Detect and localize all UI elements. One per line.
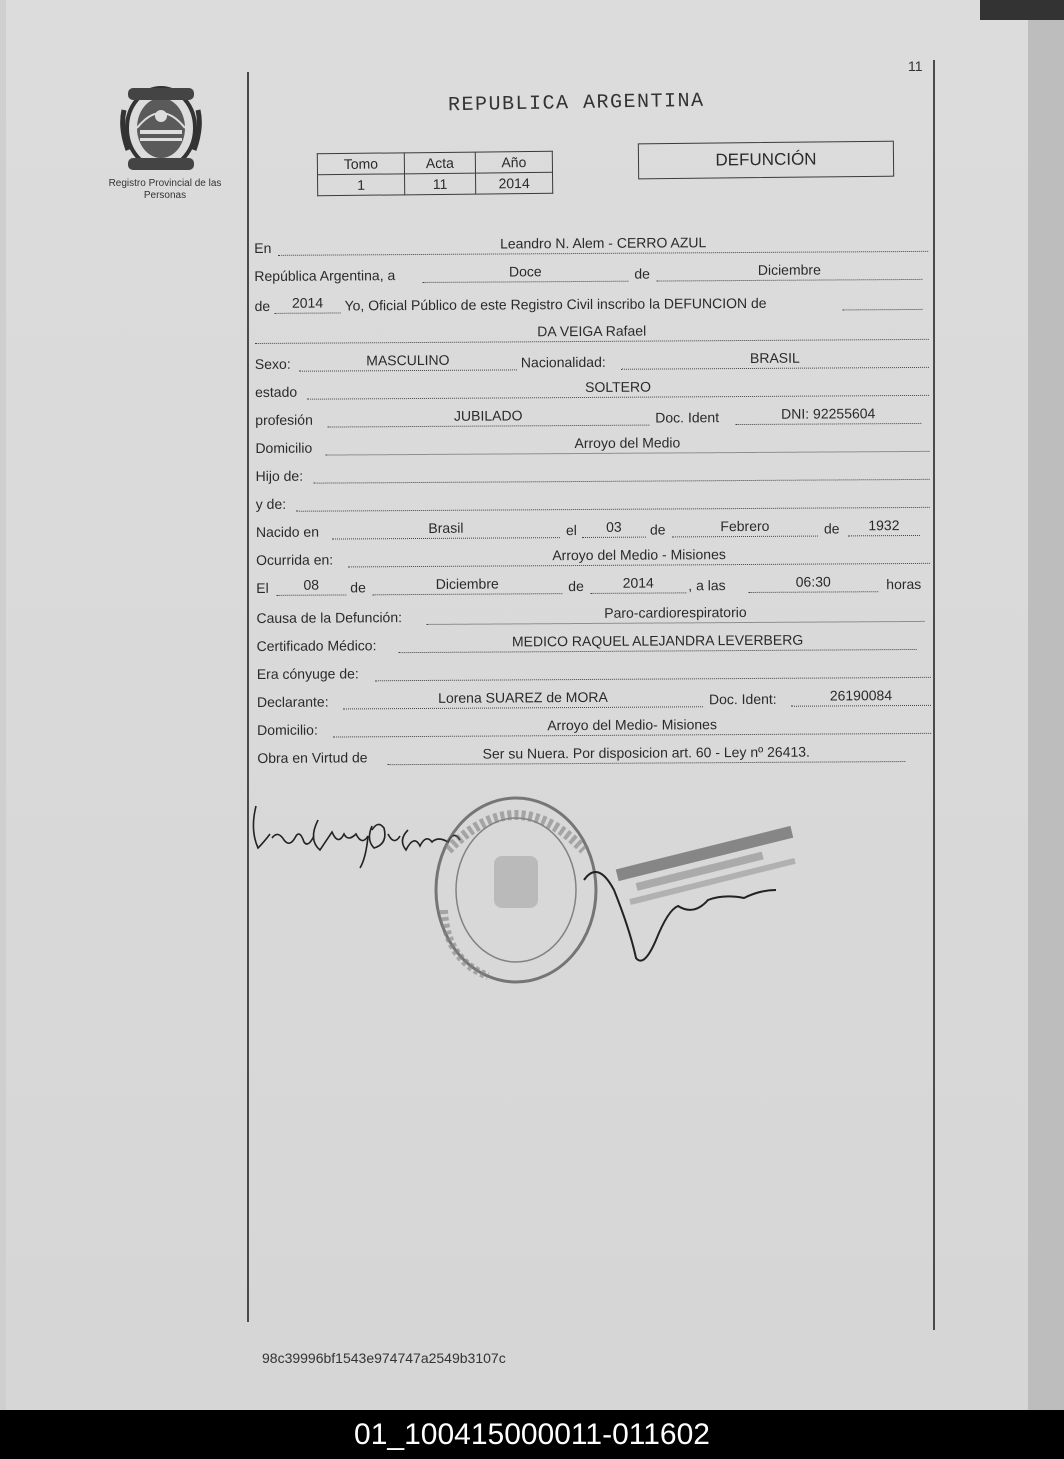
acta-value-tomo: 1 (318, 174, 405, 196)
label-el-2: El (256, 579, 269, 596)
label-obra: Obra en Virtud de (257, 749, 368, 766)
row-domicilio (255, 430, 929, 456)
label-nacido-en: Nacido en (255, 523, 320, 540)
row-nacido-en (256, 514, 930, 540)
value-domicilio: Arroyo del Medio (574, 434, 681, 452)
value-ocurrida: Arroyo del Medio - Misiones (552, 546, 726, 564)
right-margin-rule (933, 60, 935, 1330)
label-nacido-de: de (649, 521, 666, 538)
row-profesion (255, 402, 929, 428)
value-nacido-mes: Febrero (720, 517, 770, 535)
value-declarante: Lorena SUAREZ de MORA (438, 688, 608, 706)
scan-id: 01_100415000011-011602 (354, 1417, 710, 1451)
row-en (254, 230, 928, 256)
acta-value-anio: 2014 (475, 172, 552, 194)
acta-header-anio: Año (475, 151, 552, 173)
label-profesion: profesión (255, 411, 313, 428)
label-el: el (565, 522, 577, 539)
acta-value-acta: 11 (405, 173, 476, 195)
label-nacionalidad: Nacionalidad: (520, 353, 606, 371)
label-certificado: Certificado Médico: (256, 637, 377, 654)
row-conyuge (257, 656, 931, 682)
value-nacido-dia: 03 (606, 518, 622, 535)
value-profesion: JUBILADO (453, 407, 523, 424)
value-nacionalidad: BRASIL (749, 349, 800, 366)
row-nombre (255, 318, 929, 344)
value-mes: Diciembre (757, 261, 821, 278)
label-republica: República Argentina, a (254, 267, 396, 284)
document-title: REPUBLICA ARGENTINA (447, 89, 705, 118)
page-number: 11 (908, 58, 923, 74)
value-muerte-mes: Diciembre (435, 575, 499, 592)
official-stamp (616, 826, 800, 906)
document-hash: 98c39996bf1543e974747a2549b3107c (262, 1350, 506, 1366)
row-y-de (256, 486, 930, 512)
province-coat-of-arms-icon (118, 80, 204, 176)
row-declarante (257, 684, 931, 710)
row-obra-virtud (257, 740, 931, 766)
row-fecha-defuncion (256, 570, 930, 596)
label-decl-domicilio: Domicilio: (257, 721, 318, 738)
label-causa: Causa de la Defunción: (256, 609, 403, 626)
value-decl-doc: 26190084 (829, 687, 893, 704)
label-nacido-de-2: de (823, 520, 840, 537)
acta-header-tomo: Tomo (317, 153, 404, 175)
row-certificado (257, 628, 931, 654)
registry-name: Registro Provincial de las Personas (108, 178, 222, 201)
label-decl-doc: Doc. Ident: (708, 690, 777, 708)
scan-footer (0, 1410, 1064, 1459)
registry-seal (436, 798, 596, 982)
label-domicilio: Domicilio (255, 439, 313, 456)
row-causa (256, 600, 930, 626)
value-causa: Paro-cardiorespiratorio (604, 603, 747, 621)
row-hijo-de (256, 458, 930, 484)
label-horas: horas (886, 575, 922, 593)
label-de-1: de (634, 265, 650, 282)
official-signature (584, 872, 776, 961)
label-doc-ident: Doc. Ident (655, 409, 720, 426)
value-certificado: MEDICO RAQUEL ALEJANDRA LEVERBERG (511, 631, 804, 650)
value-doc: DNI: 92255604 (781, 405, 876, 422)
value-obra: Ser su Nuera. Por disposicion art. 60 - Ley nº 26413. (482, 743, 810, 762)
declarante-signature (253, 806, 460, 868)
value-sexo: MASCULINO (366, 351, 450, 369)
label-estado: estado (255, 383, 298, 400)
value-muerte-anio: 2014 (622, 574, 654, 591)
value-estado: SOLTERO (585, 378, 652, 395)
value-nombre: DA VEIGA Rafael (537, 322, 647, 340)
value-lugar: Leandro N. Alem - CERRO AZUL (500, 234, 707, 252)
row-estado (255, 374, 929, 400)
row-fecha-inscripcion (254, 258, 928, 284)
label-sexo: Sexo: (254, 355, 291, 372)
left-margin-rule (247, 72, 249, 1322)
label-en: En (254, 239, 272, 256)
label-a-las: , a las (688, 577, 726, 594)
label-muerte-de: de (350, 579, 366, 596)
row-decl-domicilio (257, 712, 931, 738)
document-type-box: DEFUNCIÓN (638, 141, 894, 180)
label-muerte-de-2: de (568, 577, 584, 595)
label-y-de: y de: (255, 495, 287, 512)
value-nacido-lugar: Brasil (428, 519, 464, 536)
label-de-2: de (254, 297, 271, 314)
acta-header-acta: Acta (404, 152, 475, 174)
text-inscribo: Yo, Oficial Público de este Registro Civil inscribo la DEFUNCION de (344, 294, 767, 314)
value-decl-domicilio: Arroyo del Medio- Misiones (547, 716, 717, 734)
value-muerte-dia: 08 (303, 576, 320, 593)
value-nacido-anio: 1932 (868, 517, 900, 534)
scan-top-edge (980, 0, 1064, 20)
label-ocurrida-en: Ocurrida en: (256, 551, 334, 568)
row-anio-inscripcion (254, 288, 928, 314)
row-sexo (255, 346, 929, 372)
label-conyuge: Era cónyuge de: (256, 665, 359, 682)
label-declarante: Declarante: (256, 693, 329, 710)
value-dia: Doce (508, 263, 542, 280)
row-ocurrida-en (256, 542, 930, 568)
label-hijo-de: Hijo de: (255, 467, 304, 484)
acta-table (317, 151, 553, 196)
value-hora: 06:30 (795, 573, 831, 590)
value-anio: 2014 (291, 294, 324, 311)
signature-area (248, 790, 848, 990)
page-edge-shadow (1028, 0, 1064, 1410)
